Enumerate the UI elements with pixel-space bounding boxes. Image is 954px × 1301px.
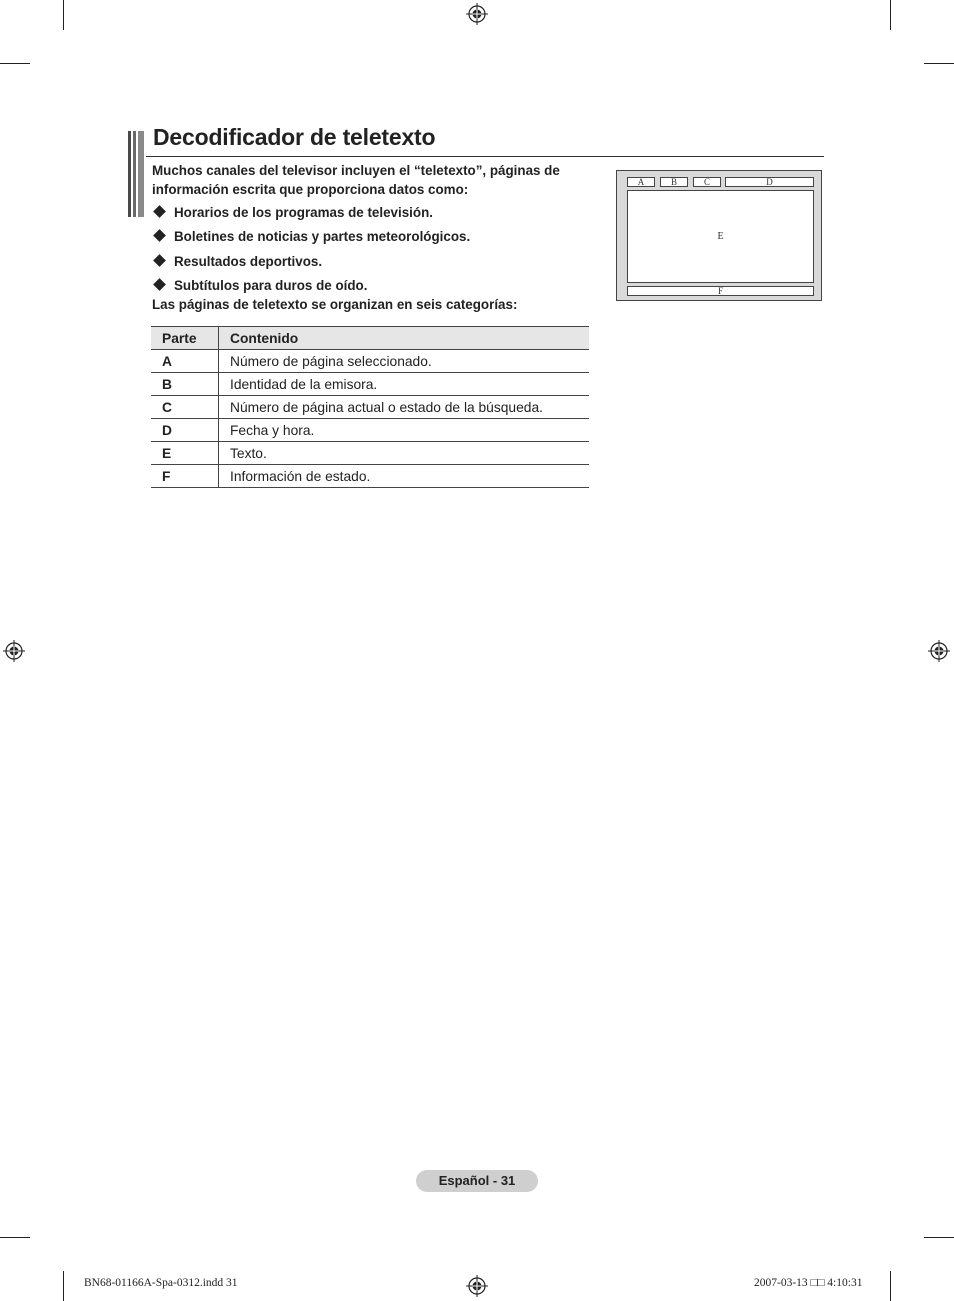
column-header-content: Contenido [219,327,590,350]
print-timestamp: 2007-03-13 □□ 4:10:31 [754,1277,863,1289]
diagram-area-e: E [627,190,814,283]
bullet-text: Boletines de noticias y partes meteorológicos. [174,229,471,244]
crop-mark [924,63,954,64]
diamond-bullet-icon [153,278,166,291]
teletext-parts-table [151,326,589,488]
table-row [151,373,589,396]
registration-mark-icon [928,640,950,662]
summary-line: Las páginas de teletexto se organizan en seis categorías: [152,297,518,312]
intro-paragraph: Muchos canales del televisor incluyen el “teletexto”, páginas de información escrita que proporciona datos como: [152,163,560,197]
part-cell: D [151,419,219,442]
part-cell: B [151,373,219,396]
bullet-item [153,205,433,220]
table-row [151,442,589,465]
column-header-part: Parte [151,327,219,350]
crop-mark [63,0,64,30]
crop-mark [890,0,891,30]
file-slug: BN68-01166A-Spa-0312.indd 31 [84,1277,238,1289]
page-title: Decodificador de teletexto [153,124,436,150]
diagram-area-b: B [660,177,688,187]
diamond-bullet-icon [153,229,166,242]
title-divider [146,156,824,157]
bullet-text: Horarios de los programas de televisión. [174,205,433,220]
diamond-bullet-icon [153,254,166,267]
content-cell: Texto. [219,442,590,465]
part-cell: E [151,442,219,465]
part-cell: F [151,465,219,488]
bullet-text: Resultados deportivos. [174,254,323,269]
bullet-text: Subtítulos para duros de oído. [174,278,368,293]
table-header-row [151,327,589,350]
table-row [151,350,589,373]
diagram-area-f: F [627,286,814,296]
crop-mark [890,1271,891,1301]
content-cell: Identidad de la emisora. [219,373,590,396]
registration-mark-icon [466,3,488,25]
registration-mark-icon [466,1275,488,1297]
crop-mark [924,1237,954,1238]
title-accent-bar [128,131,144,217]
diagram-area-a: A [627,177,655,187]
registration-mark-icon [3,640,25,662]
table-row [151,396,589,419]
part-cell: C [151,396,219,419]
diagram-area-d: D [725,177,814,187]
teletext-screen-diagram [616,170,822,301]
table-row [151,419,589,442]
bullet-item [153,254,322,269]
diamond-bullet-icon [153,205,166,218]
table-row [151,465,589,488]
page-number-badge: Español - 31 [416,1170,538,1192]
crop-mark [63,1271,64,1301]
diagram-area-c: C [693,177,721,187]
part-cell: A [151,350,219,373]
content-cell: Información de estado. [219,465,590,488]
bullet-item [153,229,470,244]
bullet-item [153,278,367,293]
content-cell: Número de página seleccionado. [219,350,590,373]
crop-mark [0,63,30,64]
content-cell: Fecha y hora. [219,419,590,442]
content-cell: Número de página actual o estado de la búsqueda. [219,396,590,419]
crop-mark [0,1237,30,1238]
